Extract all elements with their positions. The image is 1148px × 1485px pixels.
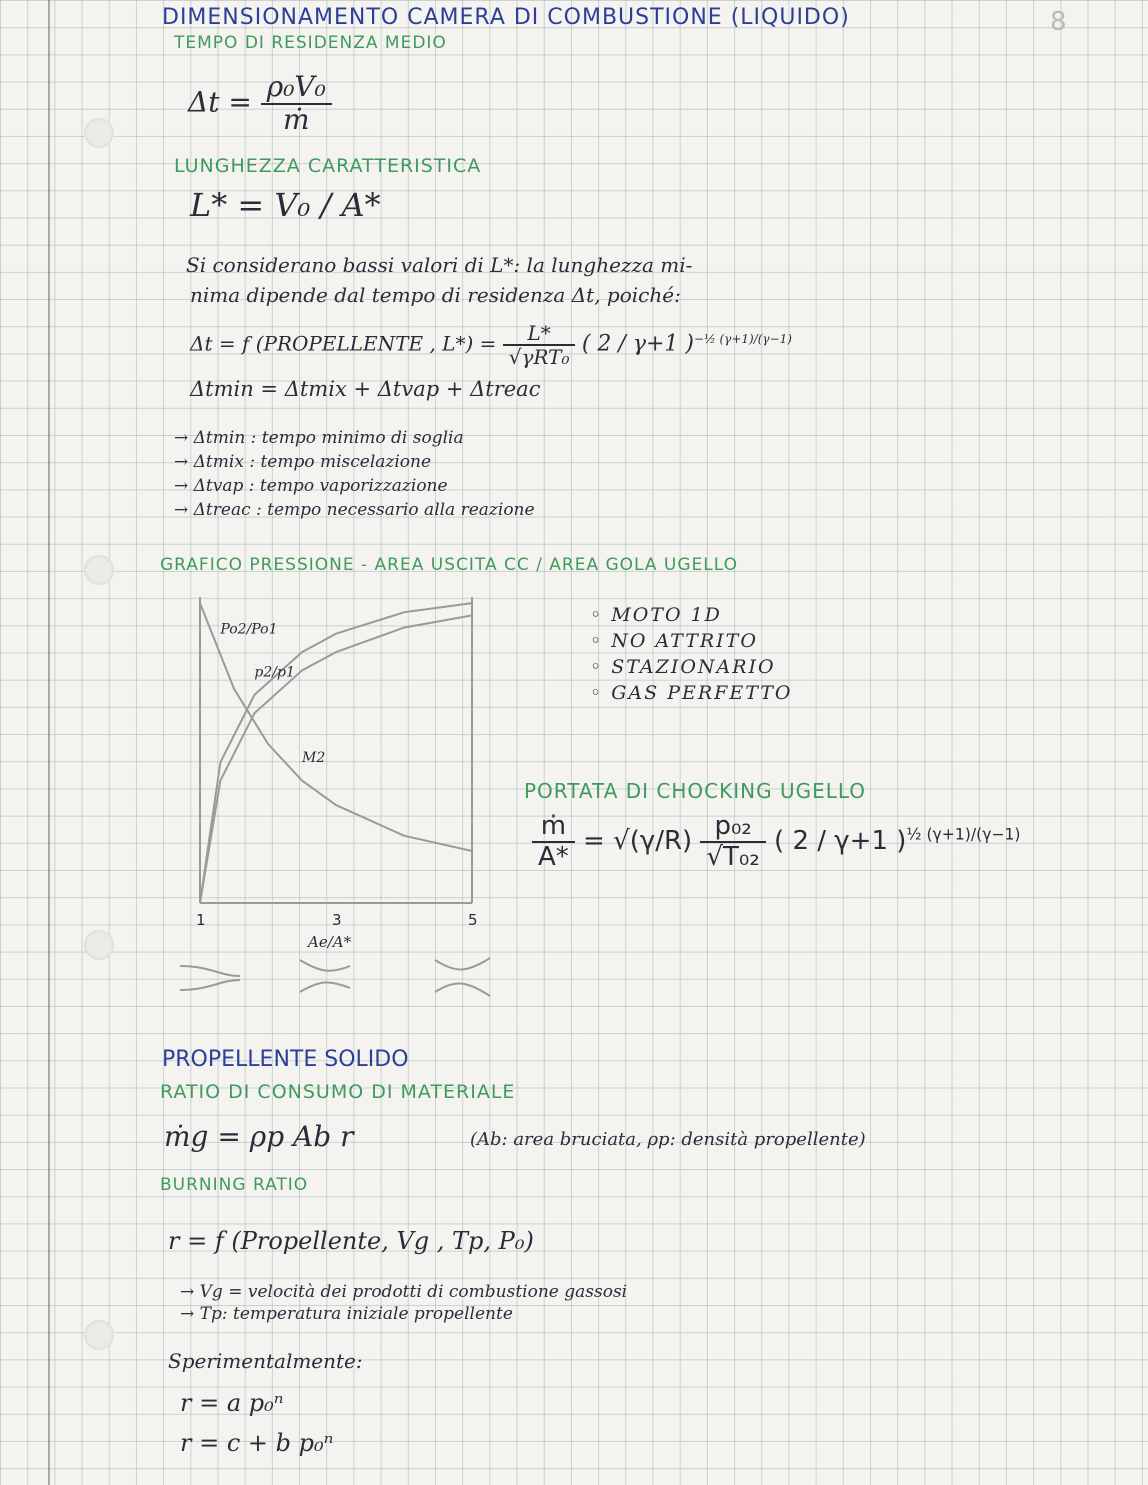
nozzle-sketches	[170, 950, 500, 1000]
page-number: 8	[1050, 7, 1067, 37]
nozzle-sketch-throat	[300, 960, 350, 971]
binder-hole	[84, 118, 114, 148]
series-line-0	[200, 603, 472, 903]
series-line-2	[200, 603, 472, 851]
burning-heading: BURNING RATIO	[160, 1175, 309, 1195]
dt-exponent: −½ (γ+1)/(γ−1)	[693, 331, 792, 346]
dt-denominator: √γRT₀	[508, 345, 570, 369]
list-item: → Δtmin : tempo minimo di soglia	[174, 428, 535, 452]
char-length-heading: LUNGHEZZA CARATTERISTICA	[174, 155, 482, 177]
nozzle-sketch-diverging	[435, 983, 490, 996]
curve-label: Po2/Po1	[220, 621, 278, 638]
r-exp-formula: r = a p₀ⁿ	[180, 1389, 284, 1417]
list-item: → Δtvap : tempo vaporizzazione	[174, 476, 535, 500]
residence-denominator: ṁ	[283, 102, 310, 136]
nozzle-sketch-converging	[180, 980, 240, 990]
page-margin-line	[48, 0, 50, 1485]
list-item: ◦ NO ATTRITO	[590, 630, 793, 656]
choking-formula: $\frac{\text{ṁ}}{A*}$ = √(γ/R) $\frac{\text{p₀₂}}{\text{√T₀₂}}$ ( 2 / γ+1 )$^{\frac{1}{2} (\gamma+1)/(\gamma-1)}$	[532, 812, 1021, 871]
choking-lhs-num: ṁ	[532, 812, 575, 843]
residence-heading: TEMPO DI RESIDENZA MEDIO	[174, 33, 447, 53]
list-item: → Vg = velocità dei prodotti di combustione gassosi	[180, 1282, 627, 1304]
consumption-heading: RATIO DI CONSUMO DI MATERIALE	[160, 1081, 516, 1103]
residence-formula	[188, 72, 332, 136]
series-line-1	[200, 615, 472, 903]
choking-lhs	[532, 812, 575, 871]
choking-lhs-den: A*	[538, 841, 569, 872]
list-item: → Δtreac : tempo necessario alla reazione	[174, 500, 535, 524]
mg-formula: ṁg = ρp Ab r	[164, 1120, 354, 1153]
r-exp-formula: r = c + b p₀ⁿ	[180, 1429, 334, 1457]
list-item: → Tp: temperatura iniziale propellente	[180, 1304, 627, 1326]
nozzle-sketch-throat	[300, 982, 350, 992]
experimental-label: Sperimentalmente:	[168, 1349, 363, 1373]
time-definitions	[174, 428, 535, 524]
x-tick-label: 1	[196, 911, 206, 929]
dt-paren: ( 2 / γ+1 )	[581, 331, 694, 357]
curve-label: p2/p1	[254, 664, 295, 681]
pressure-area-chart	[150, 585, 510, 1005]
choking-den: √T₀₂	[706, 841, 760, 872]
residence-numerator: ρ₀V₀	[261, 72, 332, 105]
x-axis-label: Ae/A*	[308, 933, 352, 951]
dt-numerator: L*	[503, 322, 576, 346]
assumptions-list	[590, 604, 793, 708]
r-formula: r = f (Propellente, Vg , Tp, P₀)	[168, 1227, 534, 1255]
dt-fraction	[503, 322, 576, 368]
binder-hole	[84, 555, 114, 585]
nozzle-sketch-diverging	[435, 958, 490, 970]
residence-fraction	[261, 72, 332, 136]
choking-exponent: ½ (γ+1)/(γ−1)	[906, 825, 1021, 844]
dt-formula	[190, 322, 792, 368]
nozzle-sketch-converging	[180, 966, 240, 976]
solid-heading: PROPELLENTE SOLIDO	[162, 1047, 409, 1072]
list-item: ◦ GAS PERFETTO	[590, 682, 793, 708]
residence-lhs: Δt =	[188, 85, 252, 119]
burning-definitions	[180, 1282, 627, 1326]
choking-num: p₀₂	[700, 812, 765, 843]
choking-paren: ( 2 / γ+1 )	[774, 826, 907, 857]
curve-label: M2	[302, 750, 326, 767]
choking-root: √(γ/R)	[613, 826, 693, 857]
dt-min-formula: Δtmin = Δtmix + Δtvap + Δtreac	[190, 377, 541, 401]
list-item: → Δtmix : tempo miscelazione	[174, 452, 535, 476]
choking-heading: PORTATA DI CHOCKING UGELLO	[524, 779, 867, 803]
binder-hole	[84, 930, 114, 960]
list-item: ◦ MOTO 1D	[590, 604, 793, 630]
x-tick-label: 3	[332, 911, 342, 929]
page-title: DIMENSIONAMENTO CAMERA DI COMBUSTIONE (LIQUIDO)	[162, 5, 850, 30]
paragraph-line: nima dipende dal tempo di residenza Δt, poiché:	[190, 283, 681, 307]
binder-hole	[84, 1320, 114, 1350]
x-tick-label: 5	[468, 911, 478, 929]
mg-note: (Ab: area bruciata, ρp: densità propellente)	[470, 1129, 866, 1150]
list-item: ◦ STAZIONARIO	[590, 656, 793, 682]
choking-fraction	[700, 812, 765, 871]
paragraph-line: Si considerano bassi valori di L*: la lunghezza mi-	[186, 253, 693, 277]
graph-heading: GRAFICO PRESSIONE - AREA USCITA CC / AREA GOLA UGELLO	[160, 555, 738, 575]
char-length-formula: L* = V₀ / A*	[190, 186, 381, 224]
dt-formula-left: Δt = f (PROPELLENTE , L*) =	[190, 331, 497, 356]
